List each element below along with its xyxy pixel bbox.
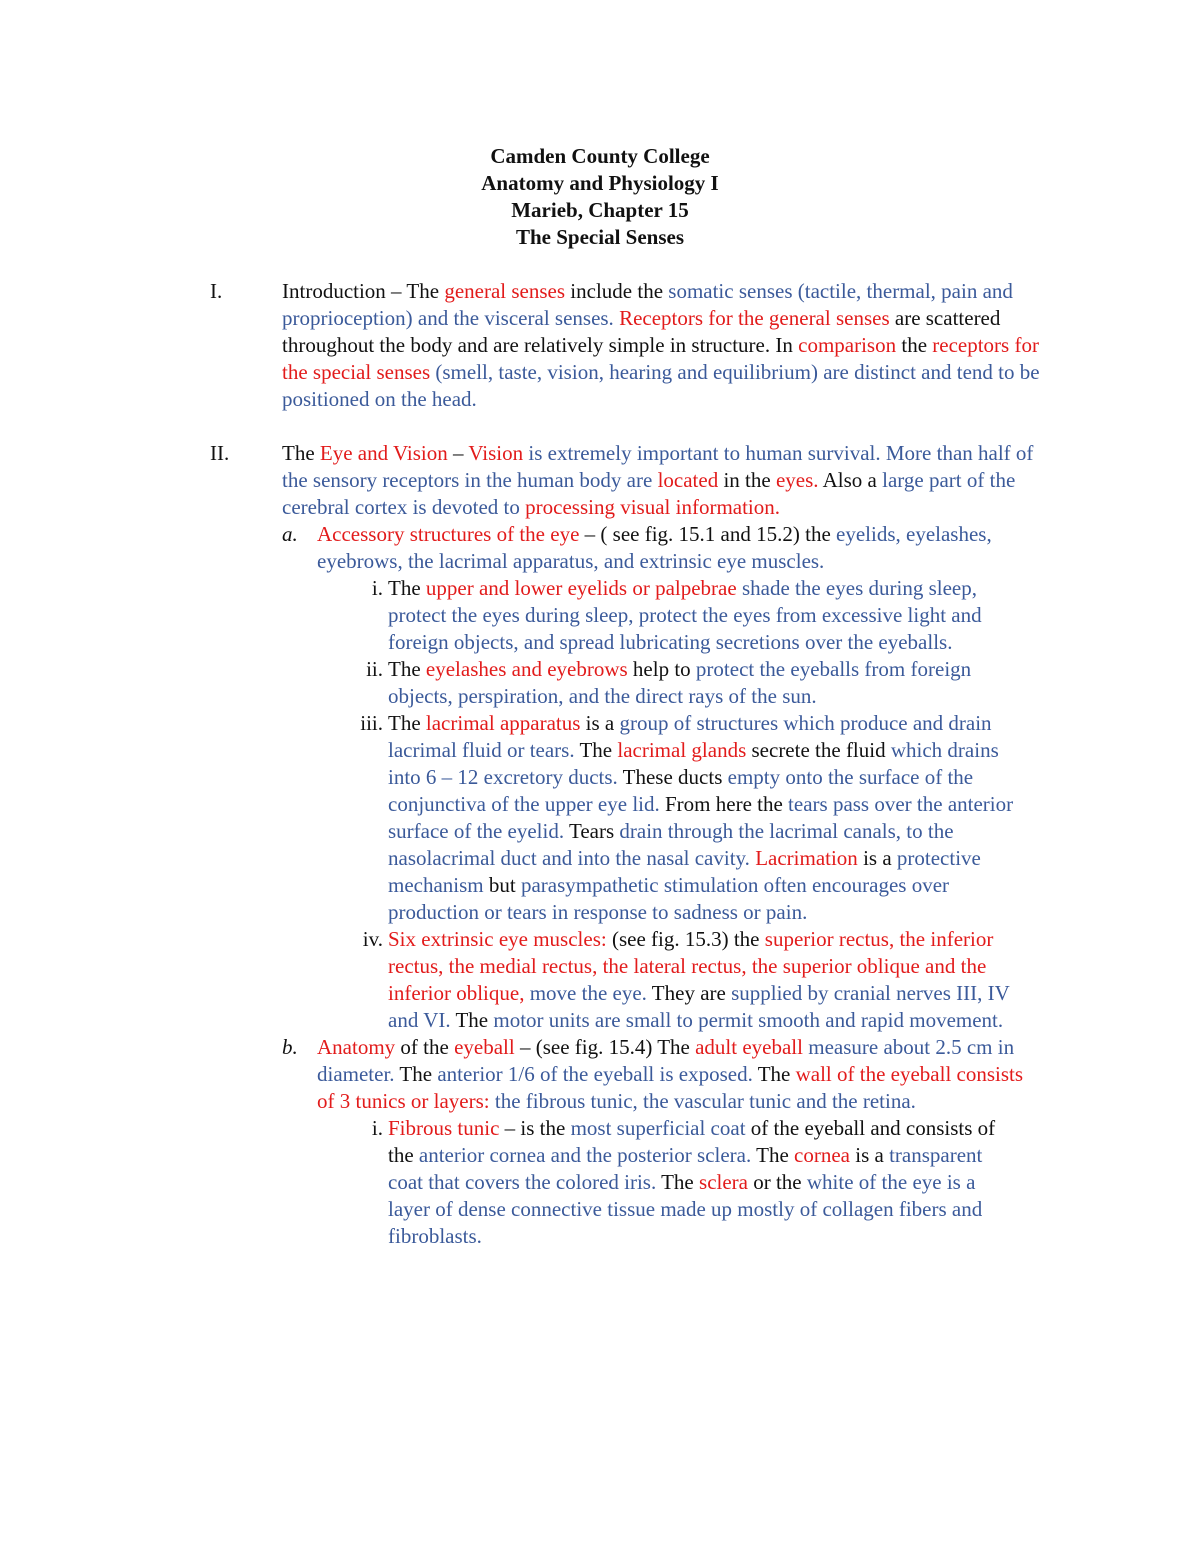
- concept-text: tears pass over the anterior surface of the eyelid.: [388, 792, 1014, 843]
- list-marker: iii.: [360, 711, 383, 735]
- section-paragraph: [282, 278, 1042, 413]
- key-term: eyes.: [775, 468, 819, 492]
- text-run: The: [450, 1008, 494, 1032]
- key-term: receptors for the special senses: [282, 333, 1039, 384]
- concept-text: somatic senses (tactile, thermal, pain and proprioception) and the visceral senses.: [282, 279, 1013, 330]
- text-run: The: [282, 441, 320, 465]
- text-run: of the: [395, 1035, 455, 1059]
- course-name: Anatomy and Physiology I: [481, 171, 719, 195]
- text-run: They are: [646, 981, 732, 1005]
- text-run: are scattered throughout the body and are relatively simple in structure. In: [282, 306, 1001, 357]
- concept-text: is extremely important to human survival. More than half of the sensory receptors in the human body are: [282, 441, 1034, 492]
- key-term: eyeball: [454, 1035, 515, 1059]
- key-term: Eye and Vision: [319, 441, 448, 465]
- concept-text: empty onto the surface of the conjunctiva of the upper eye lid.: [388, 765, 974, 816]
- concept-text: eyelids, eyelashes, eyebrows, the lacrimal apparatus, and extrinsic eye muscles.: [317, 522, 992, 573]
- key-term: located: [657, 468, 719, 492]
- section-content: [282, 440, 1042, 1250]
- list-marker: i.: [371, 1116, 383, 1140]
- chapter-title: The Special Senses: [515, 225, 685, 249]
- text-run: in the: [718, 468, 776, 492]
- list-marker: ii.: [366, 657, 383, 681]
- concept-text: group of structures which produce and drain lacrimal fluid or tears.: [388, 711, 992, 762]
- subsection-anatomy-of-eyeball: [282, 1034, 1042, 1115]
- concept-text: drain through the lacrimal canals, to the nasolacrimal duct and into the nasal cavity.: [388, 819, 954, 870]
- key-term: Vision: [468, 441, 524, 465]
- college-name: Camden County College: [490, 144, 710, 168]
- subsection-accessory-structures: [282, 521, 1042, 575]
- key-term: lacrimal glands: [617, 738, 747, 762]
- text-run: (see fig. 15.3) the: [606, 927, 765, 951]
- concept-text: move the eye.: [529, 981, 647, 1005]
- text-run: is a: [580, 711, 620, 735]
- document-title-block: [0, 143, 1200, 251]
- text-run: include the: [565, 279, 669, 303]
- concept-text: which drains into 6 – 12 excretory ducts.: [388, 738, 999, 789]
- concept-text: shade the eyes during sleep, protect the eyes during sleep, protect the eyes from excessive light and foreign objects, and spread lubricating secretions over the eyeballs.: [388, 576, 982, 654]
- text-run: Introduction – The: [282, 279, 445, 303]
- text-run: is a: [850, 1143, 890, 1167]
- list-item-lacrimal-apparatus: [282, 710, 1042, 926]
- list-marker: iv.: [362, 927, 383, 951]
- concept-text: anterior cornea and the posterior sclera.: [418, 1143, 752, 1167]
- text-run: The: [656, 1170, 700, 1194]
- concept-text: motor units are small to permit smooth and rapid movement.: [493, 1008, 1004, 1032]
- key-term: comparison: [798, 333, 897, 357]
- key-term: Fibrous tunic: [388, 1116, 500, 1140]
- text-run: –: [447, 441, 469, 465]
- list-marker: i.: [371, 576, 383, 600]
- subsection-marker: a.: [282, 522, 298, 546]
- text-run: but: [483, 873, 521, 897]
- text-run: The: [388, 711, 426, 735]
- concept-text: large part of the cerebral cortex is devoted to: [282, 468, 1016, 519]
- subsection-text: [317, 521, 1037, 575]
- concept-text: white of the eye is a layer of dense connective tissue made up mostly of collagen fibers and fibroblasts.: [388, 1170, 983, 1248]
- concept-text: protect the eyeballs from foreign objects, perspiration, and the direct rays of the sun.: [388, 657, 972, 708]
- concept-text: (smell, taste, vision, hearing and equilibrium) are distinct and tend to be positioned on the head.: [282, 360, 1040, 411]
- text-run: Tears: [564, 819, 620, 843]
- concept-text: most superficial coat: [570, 1116, 746, 1140]
- concept-text: anterior 1/6 of the eyeball is exposed.: [437, 1062, 753, 1086]
- text-run: – is the: [499, 1116, 571, 1140]
- list-item-eyelids: [282, 575, 1042, 656]
- key-term: cornea: [794, 1143, 850, 1167]
- list-item-text: [388, 1115, 1018, 1250]
- list-item-extrinsic-muscles: [282, 926, 1042, 1034]
- text-run: secrete the fluid: [746, 738, 891, 762]
- concept-text: protective mechanism: [388, 846, 981, 897]
- text-run: Also a: [818, 468, 883, 492]
- list-item-text: [388, 710, 1018, 926]
- key-term: adult eyeball: [695, 1035, 803, 1059]
- list-item-text: [388, 926, 1018, 1034]
- text-run: help to: [627, 657, 696, 681]
- key-term: Receptors for the general senses: [619, 306, 890, 330]
- key-term: Lacrimation: [755, 846, 858, 870]
- text-run: From here the: [659, 792, 789, 816]
- text-run: The: [388, 657, 426, 681]
- subsection-marker: b.: [282, 1035, 298, 1059]
- key-term: general senses: [444, 279, 566, 303]
- list-item-text: [388, 656, 1018, 710]
- concept-text: the fibrous tunic, the vascular tunic and the retina.: [494, 1089, 916, 1113]
- section-number: II.: [210, 441, 230, 465]
- text-run: or the: [747, 1170, 807, 1194]
- subsection-text: [317, 1034, 1037, 1115]
- text-run: is a: [857, 846, 897, 870]
- list-item-eyelashes: [282, 656, 1042, 710]
- section-paragraph: [282, 440, 1042, 521]
- list-item-text: [388, 575, 1018, 656]
- text-run: of the eyeball and consists of the: [388, 1116, 996, 1167]
- key-term: upper and lower eyelids or palpebrae: [425, 576, 737, 600]
- text-run: The: [394, 1062, 438, 1086]
- key-term: superior rectus, the inferior rectus, the medial rectus, the lateral rectus, the superior oblique and the inferior oblique,: [388, 927, 994, 1005]
- text-run: – (see fig. 15.4) The: [514, 1035, 696, 1059]
- concept-text: parasympathetic stimulation often encourages over production or tears in response to sadness or pain.: [388, 873, 950, 924]
- key-term: processing visual information.: [525, 495, 781, 519]
- text-run: – ( see fig. 15.1 and 15.2) the: [579, 522, 837, 546]
- text-run: The: [752, 1062, 796, 1086]
- key-term: sclera: [699, 1170, 748, 1194]
- concept-text: supplied by cranial nerves III, IV and VI.: [388, 981, 1010, 1032]
- text-run: The: [388, 576, 426, 600]
- key-term: lacrimal apparatus: [425, 711, 581, 735]
- key-term: Accessory structures of the eye: [317, 522, 580, 546]
- key-term: eyelashes and eyebrows: [425, 657, 628, 681]
- key-term: Anatomy: [317, 1035, 396, 1059]
- key-term: wall of the eyeball consists of 3 tunics or layers:: [317, 1062, 1024, 1113]
- concept-text: transparent coat that covers the colored iris.: [388, 1143, 983, 1194]
- text-run: The: [751, 1143, 795, 1167]
- text-run: The: [574, 738, 618, 762]
- list-item-fibrous-tunic: [282, 1115, 1042, 1250]
- text-run: the: [896, 333, 933, 357]
- text-run: These ducts: [617, 765, 728, 789]
- section-number: I.: [210, 279, 223, 303]
- chapter-reference: Marieb, Chapter 15: [511, 198, 689, 222]
- key-term: Six extrinsic eye muscles:: [388, 927, 607, 951]
- concept-text: measure about 2.5 cm in diameter.: [317, 1035, 1015, 1086]
